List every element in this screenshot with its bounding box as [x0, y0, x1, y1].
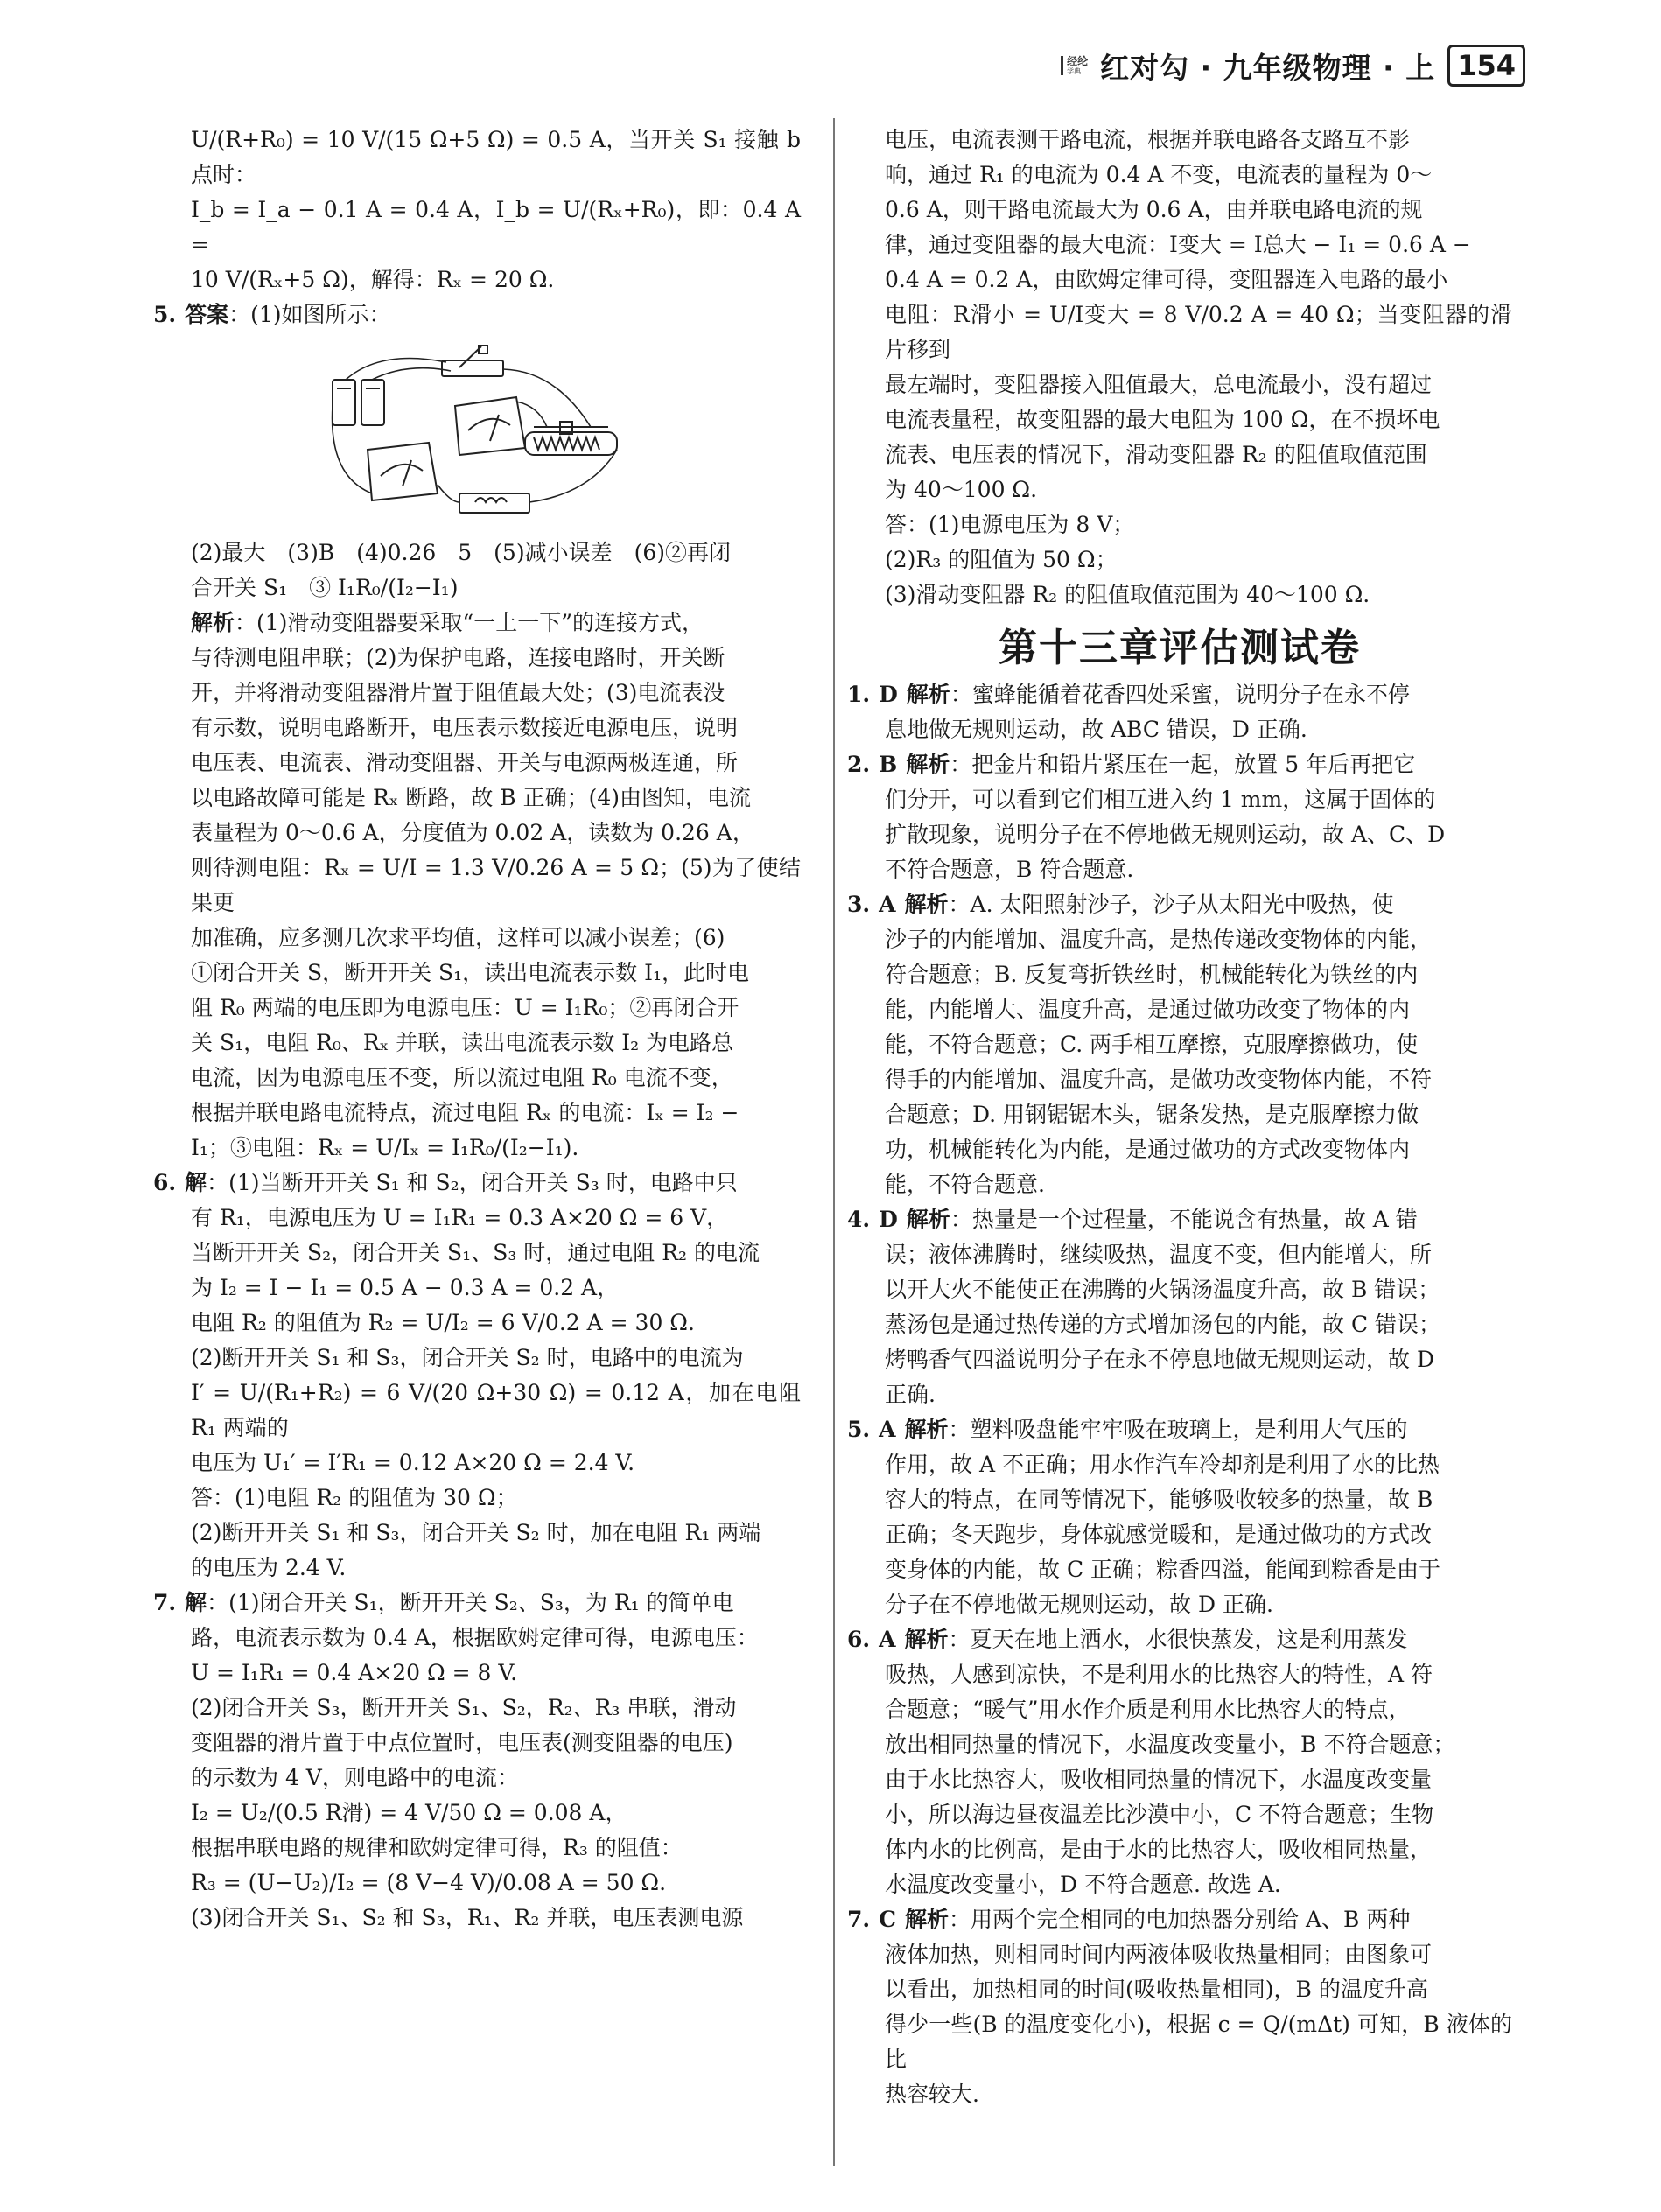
q5-analysis-line: 则待测电阻：Rₓ = U/I = 1.3 V/0.26 A = 5 Ω；(5)为了使结果更	[191, 855, 801, 915]
q5-analysis-line: 根据并联电路电流特点，流过电阻 Rₓ 的电流：Iₓ = I₂ −	[191, 1100, 739, 1125]
item-answer: D	[879, 1207, 898, 1232]
analysis-line: 能，内能增大、温度升高，是通过做功改变了物体的内	[885, 997, 1411, 1022]
column-divider	[833, 118, 835, 2166]
item-answer: A	[879, 1627, 896, 1652]
q4-tail-line-1: U/(R+R₀) = 10 V/(15 Ω+5 Ω) = 0.5 A，当开关 S₁ 接触 b 点时：	[191, 127, 801, 187]
analysis-text: ：用两个完全相同的电加热器分别给 A、B 两种	[949, 1907, 1411, 1932]
page-header	[1061, 35, 1525, 96]
q5-analysis-line: 电流，因为电源电压不变，所以流过电阻 R₀ 电流不变，	[191, 1065, 733, 1090]
chapter-answer-list	[847, 677, 1512, 2112]
q6-line: 当断开开关 S₂，闭合开关 S₁、S₃ 时，通过电阻 R₂ 的电流	[191, 1240, 760, 1265]
q5-analysis-line: 以电路故障可能是 Rₓ 断路，故 B 正确；(4)由图知，电流	[191, 785, 751, 810]
analysis-line: 分子在不停地做无规则运动，故 D 正确.	[885, 1592, 1273, 1617]
item-answer: A	[879, 892, 896, 917]
analysis-line: 正确.	[885, 1382, 936, 1407]
answer-item	[847, 1622, 1512, 1657]
analysis-line: 能，不符合题意.	[885, 1172, 1045, 1197]
analysis-line: 放出相同热量的情况下，水温度改变量小，B 不符合题意；	[885, 1732, 1455, 1757]
q5-analysis	[153, 606, 801, 640]
q5-analysis-line: ①闭合开关 S，断开开关 S₁，读出电流表示数 I₁，此时电	[191, 960, 750, 985]
resistor-icon	[459, 494, 529, 513]
book-title: 红对勾 · 九年级物理 · 上	[1100, 50, 1436, 85]
q6-line: 答：(1)电阻 R₂ 的阻值为 30 Ω；	[191, 1485, 518, 1510]
battery-icon	[333, 380, 384, 425]
q5-answer-label: 答案	[185, 302, 229, 327]
q5-header-text: ：(1)如图所示：	[228, 302, 391, 327]
item-number: 1.	[847, 682, 871, 707]
analysis-line: 功，机械能转化为内能，是通过做功的方式改变物体内	[885, 1137, 1411, 1162]
q7-line: I₂ = U₂/(0.5 R滑) = 4 V/50 Ω = 0.08 A，	[191, 1800, 627, 1825]
analysis-label: 解析	[906, 1207, 950, 1232]
q7-line: 变阻器的滑片置于中点位置时，电压表(测变阻器的电压)	[191, 1730, 733, 1755]
analysis-line: 变身体的内能，故 C 正确；粽香四溢，能闻到粽香是由于	[885, 1557, 1441, 1582]
analysis-text: ：把金片和铅片紧压在一起，放置 5 年后再把它	[950, 752, 1416, 777]
q6-line: 为 I₂ = I − I₁ = 0.5 A − 0.3 A = 0.2 A，	[191, 1275, 620, 1300]
q5-analysis-label: 解析	[191, 610, 235, 635]
q5-analysis-line: 阻 R₀ 两端的电压即为电源电压：U = I₁R₀；②再闭合开	[191, 995, 739, 1020]
analysis-line: 吸热，人感到凉快，不是利用水的比热容大的特性，A 符	[885, 1662, 1433, 1687]
analysis-line: 小，所以海边昼夜温差比沙漠中小，C 不符合题意；生物	[885, 1802, 1434, 1827]
q7-continued-line: 答：(1)电源电压为 8 V；	[885, 512, 1135, 537]
q6-line: 有 R₁，电源电压为 U = I₁R₁ = 0.3 A×20 Ω = 6 V，	[191, 1205, 729, 1230]
q7-line: R₃ = (U−U₂)/I₂ = (8 V−4 V)/0.08 A = 50 Ω.	[191, 1870, 667, 1895]
analysis-text: ：蜜蜂能循着花香四处采蜜，说明分子在永不停	[950, 682, 1410, 707]
analysis-line: 正确；冬天跑步，身体就感觉暖和，是通过做功的方式改	[885, 1522, 1433, 1547]
answer-item	[847, 887, 1512, 922]
q7-continued-line: 最左端时，变阻器接入阻值最大，总电流最小，没有超过	[885, 372, 1433, 397]
analysis-line: 能，不符合题意；C. 两手相互摩擦，克服摩擦做功，使	[885, 1032, 1419, 1057]
q6-line: (2)断开开关 S₁ 和 S₃，闭合开关 S₂ 时，电路中的电流为	[191, 1345, 744, 1370]
item-answer: B	[879, 752, 898, 777]
q6-line: ：(1)当断开开关 S₁ 和 S₂，闭合开关 S₃ 时，电路中只	[207, 1170, 738, 1195]
q7-continued-line: 电阻：R滑小 = U/I变大 = 8 V/0.2 A = 40 Ω；当变阻器的滑片移到	[885, 302, 1512, 362]
q5-analysis-line: 有示数，说明电路断开，电压表示数接近电源电压，说明	[191, 715, 739, 740]
item-number: 6.	[847, 1627, 871, 1652]
analysis-line: 息地做无规则运动，故 ABC 错误，D 正确.	[885, 717, 1307, 742]
analysis-line: 得少一些(B 的温度变化小)，根据 c = Q/(mΔt) 可知，B 液体的比	[885, 2012, 1512, 2072]
q6-line: 电阻 R₂ 的阻值为 R₂ = U/I₂ = 6 V/0.2 A = 30 Ω.	[191, 1310, 695, 1335]
analysis-line: 扩散现象，说明分子在不停地做无规则运动，故 A、C、D	[885, 822, 1446, 847]
item-number: 5.	[847, 1417, 871, 1442]
analysis-line: 以看出，加热相同的时间(吸收热量相同)，B 的温度升高	[885, 1977, 1428, 2002]
q5-answer-line-1: (2)最大 (3)B (4)0.26 5 (5)减小误差 (6)②再闭	[191, 540, 732, 565]
analysis-label: 解析	[906, 682, 950, 707]
q7-number: 7.	[153, 1590, 177, 1615]
q5-analysis-line: 电压表、电流表、滑动变阻器、开关与电源两极连通，所	[191, 750, 739, 775]
q5-analysis-line: 开，并将滑动变阻器滑片置于阻值最大处；(3)电流表没	[191, 680, 725, 705]
analysis-line: 合题意；D. 用钢锯锯木头，锯条发热，是克服摩擦力做	[885, 1102, 1419, 1127]
q7-continued-line: 电流表量程，故变阻器的最大电阻为 100 Ω，在不损坏电	[885, 407, 1440, 432]
analysis-label: 解析	[904, 1417, 949, 1442]
analysis-line: 沙子的内能增加、温度升高，是热传递改变物体的内能，	[885, 927, 1433, 952]
analysis-line: 蒸汤包是通过热传递的方式增加汤包的内能，故 C 错误；	[885, 1312, 1441, 1337]
analysis-text: ：塑料吸盘能牢牢吸在玻璃上，是利用大气压的	[948, 1417, 1408, 1442]
q6-line: 的电压为 2.4 V.	[191, 1555, 347, 1580]
q5-analysis-line: 加准确，应多测几次求平均值，这样可以减小误差；(6)	[191, 925, 725, 950]
answer-item	[847, 1902, 1512, 1937]
right-column	[847, 122, 1512, 2112]
analysis-label: 解析	[905, 1907, 950, 1932]
analysis-line: 液体加热，则相同时间内两液体吸收热量相同；由图象可	[885, 1942, 1433, 1967]
analysis-line: 水温度改变量小，D 不符合题意. 故选 A.	[885, 1872, 1281, 1897]
analysis-label: 解析	[904, 892, 949, 917]
q7-continued-line: 0.6 A，则干路电流最大为 0.6 A，由并联电路电流的规	[885, 197, 1423, 222]
chapter-title: 第十三章评估测试卷	[999, 626, 1361, 670]
q7-continued-line: (2)R₃ 的阻值为 50 Ω；	[885, 547, 1118, 572]
q7-line: (3)闭合开关 S₁、S₂ 和 S₃，R₁、R₂ 并联，电压表测电源	[191, 1905, 744, 1930]
q6-solution-label: 解	[185, 1170, 207, 1195]
q5-analysis-line: I₁；③电阻：Rₓ = U/Iₓ = I₁R₀/(I₂−I₁).	[191, 1135, 579, 1160]
ammeter-icon	[368, 443, 438, 500]
item-answer: C	[879, 1907, 897, 1932]
q6-number: 6.	[153, 1170, 177, 1195]
analysis-text: ：热量是一个过程量，不能说含有热量，故 A 错	[950, 1207, 1418, 1232]
item-answer: D	[879, 682, 898, 707]
page-number: 154	[1447, 45, 1525, 87]
q7-continued-line: 电压，电流表测干路电流，根据并联电路各支路互不影	[885, 127, 1411, 152]
q7-line: 根据串联电路的规律和欧姆定律可得，R₃ 的阻值：	[191, 1835, 683, 1860]
item-number: 3.	[847, 892, 871, 917]
q7-continued-line: 律，通过变阻器的最大电流：I变大 = I总大 − I₁ = 0.6 A −	[885, 232, 1471, 257]
q5-header	[153, 298, 801, 332]
analysis-text: ：夏天在地上洒水，水很快蒸发，这是利用蒸发	[948, 1627, 1408, 1652]
q7-continued-line: (3)滑动变阻器 R₂ 的阻值取值范围为 40～100 Ω.	[885, 582, 1370, 607]
analysis-line: 容大的特点，在同等情况下，能够吸收较多的热量，故 B	[885, 1487, 1433, 1512]
item-number: 7.	[847, 1907, 871, 1932]
q7-continued-line: 0.4 A = 0.2 A，由欧姆定律可得，变阻器连入电路的最小	[885, 267, 1448, 292]
rheostat-icon	[525, 422, 617, 455]
item-number: 2.	[847, 752, 871, 777]
logo-top: 经纶	[1067, 55, 1089, 67]
analysis-line: 符合题意；B. 反复弯折铁丝时，机械能转化为铁丝的内	[885, 962, 1419, 987]
analysis-text: ：A. 太阳照射沙子，沙子从太阳光中吸热，使	[948, 892, 1394, 917]
analysis-label: 解析	[904, 1627, 949, 1652]
analysis-line: 合题意；“暖气”用水作介质是利用水比热容大的特点，	[885, 1697, 1411, 1722]
analysis-line: 们分开，可以看到它们相互进入约 1 mm，这属于固体的	[885, 787, 1436, 812]
q5-analysis-line: 表量程为 0～0.6 A，分度值为 0.02 A，读数为 0.26 A，	[191, 820, 754, 845]
q7-continued-line: 响，通过 R₁ 的电流为 0.4 A 不变，电流表的量程为 0～	[885, 162, 1433, 187]
voltmeter-icon	[455, 397, 525, 455]
analysis-line: 不符合题意，B 符合题意.	[885, 857, 1134, 882]
analysis-line: 以开大火不能使正在沸腾的火锅汤温度升高，故 B 错误；	[885, 1277, 1440, 1302]
q6-header	[153, 1166, 801, 1200]
answer-item	[847, 747, 1512, 782]
item-number: 4.	[847, 1207, 871, 1232]
q5-analysis-line: ：(1)滑动变阻器要采取“一上一下”的连接方式，	[235, 610, 704, 635]
answer-item	[847, 1412, 1512, 1447]
analysis-line: 由于水比热容大，吸收相同热量的情况下，水温度改变量	[885, 1767, 1433, 1792]
logo-bottom: 学典	[1067, 67, 1082, 75]
analysis-line: 体内水的比例高，是由于水的比热容大，吸收相同热量，	[885, 1837, 1433, 1862]
q6-line: (2)断开开关 S₁ 和 S₃，闭合开关 S₂ 时，加在电阻 R₁ 两端	[191, 1520, 761, 1545]
q7-line: 的示数为 4 V，则电路中的电流：	[191, 1765, 519, 1790]
q4-tail-line-2: I_b = I_a − 0.1 A = 0.4 A，I_b = U/(Rₓ+R₀)，即：0.4 A =	[191, 197, 801, 257]
publisher-logo	[1061, 56, 1088, 75]
analysis-line: 误；液体沸腾时，继续吸热，温度不变，但内能增大，所	[885, 1242, 1433, 1267]
analysis-line: 烤鸭香气四溢说明分子在永不停息地做无规则运动，故 D	[885, 1347, 1434, 1372]
analysis-label: 解析	[906, 752, 950, 777]
q7-line: (2)闭合开关 S₃，断开开关 S₁、S₂，R₂、R₃ 串联，滑动	[191, 1695, 737, 1720]
q7-header	[153, 1586, 801, 1620]
q5-number: 5.	[153, 302, 177, 327]
analysis-line: 得手的内能增加、温度升高，是做功改变物体内能，不符	[885, 1067, 1433, 1092]
answer-item	[847, 677, 1512, 712]
answer-item	[847, 1202, 1512, 1237]
analysis-line: 热容较大.	[885, 2082, 979, 2107]
q5-analysis-line: 关 S₁，电阻 R₀、Rₓ 并联，读出电流表示数 I₂ 为电路总	[191, 1030, 734, 1055]
q6-line: 电压为 U₁′ = I′R₁ = 0.12 A×20 Ω = 2.4 V.	[191, 1450, 635, 1475]
circuit-diagram	[328, 345, 626, 520]
analysis-line: 作用，故 A 不正确；用水作汽车冷却剂是利用了水的比热	[885, 1452, 1440, 1477]
item-answer: A	[879, 1417, 896, 1442]
q7-solution-label: 解	[185, 1590, 207, 1615]
switch-icon	[442, 345, 503, 376]
q7-line: 路，电流表示数为 0.4 A，根据欧姆定律可得，电源电压：	[191, 1625, 759, 1650]
q4-tail-line-3: 10 V/(Rₓ+5 Ω)，解得：Rₓ = 20 Ω.	[191, 267, 555, 292]
q7-line: U = I₁R₁ = 0.4 A×20 Ω = 8 V.	[191, 1660, 518, 1685]
left-column	[153, 122, 801, 1936]
q6-line: I′ = U/(R₁+R₂) = 6 V/(20 Ω+30 Ω) = 0.12 A，加在电阻 R₁ 两端的	[191, 1380, 801, 1440]
q7-continued-line: 流表、电压表的情况下，滑动变阻器 R₂ 的阻值取值范围	[885, 442, 1427, 467]
q7-line: ：(1)闭合开关 S₁，断开开关 S₂、S₃，为 R₁ 的简单电	[207, 1590, 734, 1615]
q7-continued-line: 为 40～100 Ω.	[885, 477, 1038, 502]
q5-analysis-line: 与待测电阻串联；(2)为保护电路，连接电路时，开关断	[191, 645, 725, 670]
q5-answer-line-2: 合开关 S₁ ③ I₁R₀/(I₂−I₁)	[191, 575, 459, 600]
